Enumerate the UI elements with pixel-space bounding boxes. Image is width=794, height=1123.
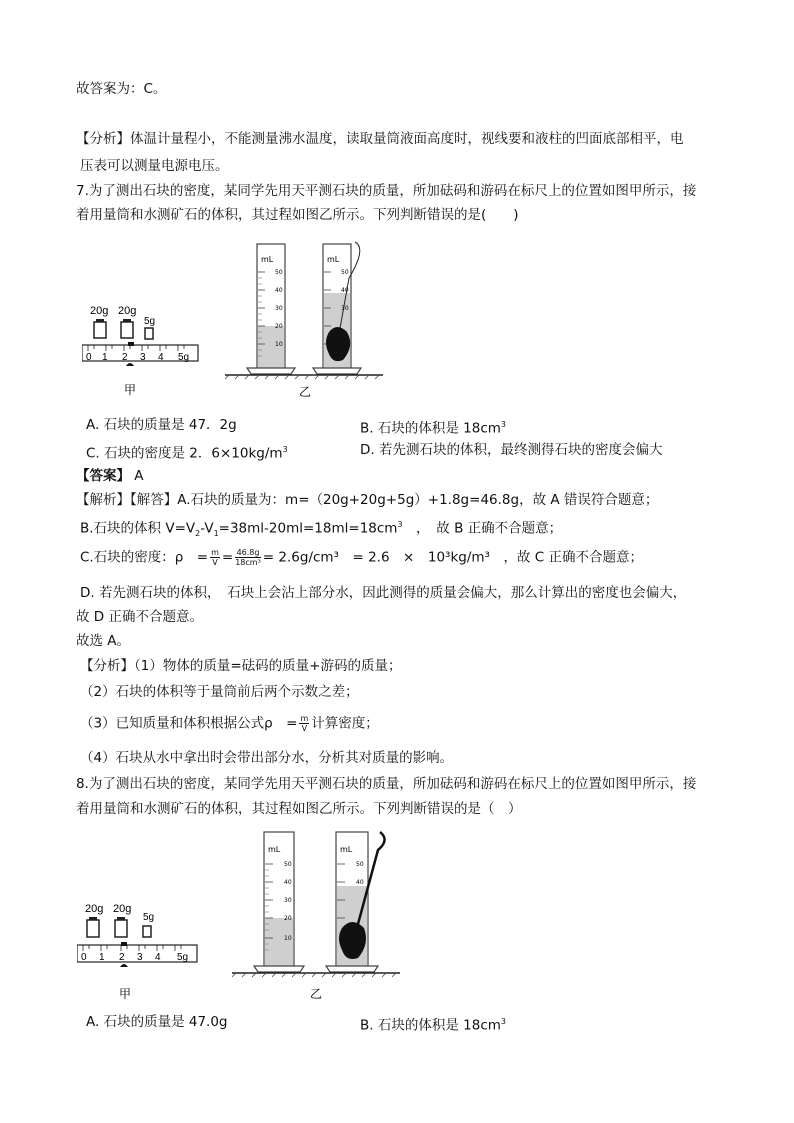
scale-label: 40 [341, 287, 349, 294]
weight-5g [143, 926, 151, 937]
explanation-line-1: 【解析】【解答】A.石块的质量为：m=（20g+20g+5g）+1.8g=46.8g，故 A 错误符合题意； [76, 492, 659, 508]
analysis-line-1: 【分析】体温计量程小，不能测量沸水温度，读取量筒液面高度时，视线要和液柱的凹面底部相平，电 [76, 131, 684, 147]
explanation-line-6: 故选 A。 [76, 633, 131, 649]
q7-stem-line-2: 着用量筒和水测矿石的体积，其过程如图乙所示。下列判断错误的是( ) [76, 207, 519, 223]
base-right [326, 966, 378, 972]
scale-label: 30 [341, 305, 349, 312]
figure-label-yi: 乙 [299, 385, 312, 399]
scale-label: 50 [284, 861, 292, 868]
tick-label: 5g [177, 952, 189, 963]
explanation-line-3: C.石块的密度：ρ = $\frac{m}{V}$ = $\frac{46.8g}{\text{18cm³}}$ = 2.6g/cm³ = 2.6 × 10³kg/m³ ，故 C 正确不合题意； [80, 548, 643, 567]
tick-label: 5g [178, 352, 190, 363]
weight-20g-b [115, 920, 127, 937]
q7-option-d: D. 若先测石块的体积，最终测得石块的密度会偏大 [360, 442, 663, 458]
scale-label: 10 [284, 935, 292, 942]
weight-5g [145, 328, 153, 339]
q8-stem-line-1: 8.为了测出石块的密度，某同学先用天平测石块的质量，所加砝码和游码在标尺上的位置如图甲所示，接 [76, 776, 697, 792]
tick-label: 1 [99, 952, 105, 963]
explanation-line-2: B.石块的体积 $V=V_2-V_1=38ml-20ml=18ml=18cm^3$ ， 故 B 正确不合题意； [80, 520, 563, 539]
scale-label: 50 [356, 861, 364, 868]
weight-knob [117, 917, 125, 920]
explanation-line-5: 故 D 正确不合题意。 [76, 609, 203, 625]
fraction-m-over-v: $\frac{m}{V}$ [211, 548, 219, 567]
weight-20g-b [121, 322, 133, 338]
scale-label: 50 [275, 269, 283, 276]
q7-option-b: B. 石块的体积是 $18cm^3$ [360, 420, 506, 437]
tick-label: 3 [140, 352, 146, 363]
tick-label: 0 [86, 352, 92, 363]
tick-label: 4 [155, 952, 161, 963]
q8-figure-cylinders [230, 828, 405, 1008]
weight-20g-a [94, 322, 106, 338]
q8-option-b: B. 石块的体积是 $18cm^3$ [360, 1017, 506, 1034]
answer-line: 故答案为：C。 [76, 81, 167, 97]
rider-top [121, 942, 127, 946]
tick-label: 0 [81, 952, 87, 963]
analysis-item-2: （2）石块的体积等于量筒前后两个示数之差； [80, 684, 359, 700]
tick-label: 4 [158, 352, 164, 363]
rider-top [128, 342, 134, 346]
q8-option-a: A. 石块的质量是 47.0g [86, 1014, 228, 1030]
analysis-line-2: 压表可以测量电源电压。 [80, 158, 229, 174]
water-left [265, 918, 293, 966]
figure-label-jia: 甲 [124, 383, 137, 397]
q7-option-c: C. 石块的密度是 2．$6\times 10kg/m^3$ [86, 445, 288, 462]
tick-label: 2 [119, 952, 125, 963]
figure-label-jia: 甲 [119, 987, 132, 1001]
scale-label: 10 [275, 341, 283, 348]
scale-label: 30 [275, 305, 283, 312]
q7-stem-line-1: 7.为了测出石块的密度，某同学先用天平测石块的质量，所加砝码和游码在标尺上的位置如图甲所示，接 [76, 183, 697, 199]
base-left [254, 966, 304, 972]
weight-knob [123, 319, 131, 322]
weight-knob [96, 319, 104, 322]
weight-label-20g-b: 20g [118, 305, 137, 317]
unit-label: mL [261, 255, 274, 264]
tick-label: 3 [137, 952, 143, 963]
scale-label: 40 [284, 879, 292, 886]
rider-bottom [120, 964, 128, 967]
weight-label-20g-b: 20g [113, 903, 132, 915]
rider-bottom [126, 363, 134, 366]
base-right [313, 368, 361, 374]
weight-label-20g-a: 20g [90, 305, 109, 317]
weight-label-20g-a: 20g [85, 903, 104, 915]
explanation-line-4: D. 若先测石块的体积， 石块上会沾上部分水，因此测得的质量会偏大，那么计算出的密度也会偏大， [80, 585, 687, 601]
analysis-item-1: 【分析】（1）物体的质量=砝码的质量+游码的质量； [80, 658, 402, 674]
q7-option-a: A. 石块的质量是 47．2g [86, 417, 237, 433]
unit-label: mL [268, 845, 281, 854]
fraction-value: $\frac{46.8g}{\text{18cm³}}$ [235, 548, 261, 567]
scale-label: 40 [356, 879, 364, 886]
fraction-m-over-v: $\frac{m}{V}$ [300, 714, 309, 733]
figure-label-yi: 乙 [310, 987, 323, 1001]
scale-label: 20 [275, 323, 283, 330]
weight-knob [89, 917, 97, 920]
q8-stem-line-2: 着用量筒和水测矿石的体积，其过程如图乙所示。下列判断错误的是（ ） [76, 801, 522, 817]
analysis-item-3: （3）已知质量和体积根据公式ρ = $\frac{m}{V}$ 计算密度； [80, 714, 379, 733]
tick-label: 2 [122, 352, 128, 363]
analysis-item-4: （4）石块从水中拿出时会带出部分水，分析其对质量的影响。 [80, 750, 454, 766]
unit-label: mL [340, 845, 353, 854]
scale-label: 20 [284, 915, 292, 922]
q7-answer: 【答案】 A [76, 468, 144, 484]
scale-label: 40 [275, 287, 283, 294]
scale-label: 50 [341, 269, 349, 276]
unit-label: mL [327, 255, 340, 264]
q7-figure-cylinders [225, 238, 385, 400]
weight-label-5g: 5g [143, 912, 155, 923]
weight-label-5g: 5g [144, 316, 156, 327]
base-left [247, 368, 295, 374]
tick-label: 1 [102, 352, 108, 363]
scale-label: 30 [284, 897, 292, 904]
weight-20g-a [87, 920, 99, 937]
q8-figure-scale [77, 900, 202, 1005]
q7-figure-scale [82, 300, 202, 400]
